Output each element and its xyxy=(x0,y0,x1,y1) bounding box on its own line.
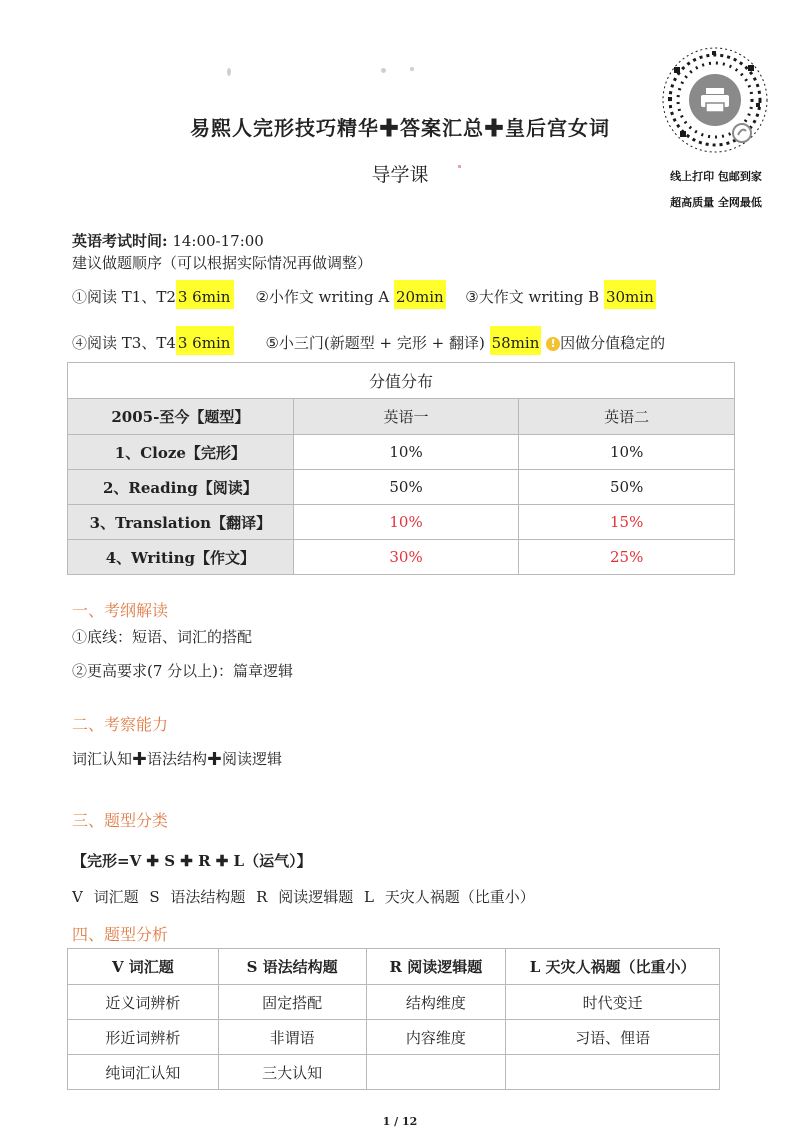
table-cell: 非谓语 xyxy=(218,1020,366,1055)
table-cell: 1、Cloze【完形】 xyxy=(68,435,294,470)
table-cell: 15% xyxy=(519,505,735,540)
exam-time-line xyxy=(72,230,264,251)
suggest-order: 建议做题顺序（可以根据实际情况再做调整） xyxy=(72,254,373,272)
document-subtitle: 导学课 xyxy=(371,164,429,186)
page-number: 1 / 12 xyxy=(382,1115,418,1128)
order-item-writing-a: ②小作文 writing A xyxy=(255,288,390,306)
column-header: L 天灾人祸题（比重小） xyxy=(506,949,720,985)
column-header: R 阅读逻辑题 xyxy=(366,949,506,985)
table-cell: 3、Translation【翻译】 xyxy=(68,505,294,540)
qr-caption-quality: 超高质量 全网最低 xyxy=(670,196,762,209)
question-types-line: V 词汇题 S 语法结构题 R 阅读逻辑题 L 天灾人祸题（比重小） xyxy=(72,888,535,906)
order-item-reading-t1t2: ①阅读 T1、T2 xyxy=(72,288,176,306)
time-highlight: 30min xyxy=(604,280,656,309)
time-highlight: 3 6min xyxy=(176,280,234,309)
table-cell: 50% xyxy=(519,470,735,505)
table-cell: 内容维度 xyxy=(366,1020,506,1055)
order-line-1 xyxy=(72,280,656,309)
scan-dot xyxy=(410,67,414,71)
document-title: 易熙人完形技巧精华✚答案汇总✚皇后宫女词 xyxy=(190,116,610,140)
table-cell: 2、Reading【阅读】 xyxy=(68,470,294,505)
table-cell: 固定搭配 xyxy=(218,985,366,1020)
question-type-table xyxy=(67,948,720,1090)
order-note: 因做分值稳定的 xyxy=(560,334,666,352)
syllabus-point-2: ②更高要求(7 分以上)：篇章逻辑 xyxy=(72,662,294,680)
section-heading-classification: 三、题型分类 xyxy=(72,811,169,830)
table-cell: 4、Writing【作文】 xyxy=(68,540,294,575)
table-row xyxy=(68,470,735,505)
section-heading-abilities: 二、考察能力 xyxy=(72,715,169,734)
column-header: V 词汇题 xyxy=(68,949,219,985)
column-header: 2005-至今【题型】 xyxy=(68,399,294,435)
table-row xyxy=(68,540,735,575)
table-row xyxy=(68,985,720,1020)
scan-dot xyxy=(227,68,231,76)
warning-icon: ! xyxy=(546,337,560,351)
column-header: 英语二 xyxy=(519,399,735,435)
scan-dot xyxy=(381,68,386,73)
qr-code-icon[interactable] xyxy=(660,45,770,155)
scan-mark xyxy=(458,165,461,168)
table-cell: 10% xyxy=(293,435,519,470)
order-item-writing-b: ③大作文 writing B xyxy=(465,288,600,306)
column-header: 英语一 xyxy=(293,399,519,435)
qr-caption-print: 线上打印 包邮到家 xyxy=(670,170,762,183)
table-cell: 10% xyxy=(293,505,519,540)
table-cell xyxy=(506,1055,720,1090)
table-row xyxy=(68,435,735,470)
cloze-formula: 【完形=V ✚ S ✚ R ✚ L（运气）】 xyxy=(72,852,312,870)
column-header: S 语法结构题 xyxy=(218,949,366,985)
exam-time-label: 英语考试时间: xyxy=(72,232,168,250)
order-line-2 xyxy=(72,326,665,355)
table-cell xyxy=(366,1055,506,1090)
table-cell: 习语、俚语 xyxy=(506,1020,720,1055)
table-row xyxy=(68,1020,720,1055)
table-cell: 50% xyxy=(293,470,519,505)
table-cell: 结构维度 xyxy=(366,985,506,1020)
order-item-small-three: ⑤小三门(新题型 + 完形 + 翻译) xyxy=(265,334,485,352)
exam-time-value: 14:00-17:00 xyxy=(172,232,264,250)
table-caption: 分值分布 xyxy=(68,363,735,399)
score-distribution-table xyxy=(67,362,735,575)
time-highlight: 58min xyxy=(490,326,542,355)
table-cell: 形近词辨析 xyxy=(68,1020,219,1055)
table-cell: 10% xyxy=(519,435,735,470)
table-cell: 时代变迁 xyxy=(506,985,720,1020)
abilities-line: 词汇认知✚语法结构✚阅读逻辑 xyxy=(72,750,283,768)
syllabus-point-1: ①底线：短语、词汇的搭配 xyxy=(72,628,253,646)
order-item-reading-t3t4: ④阅读 T3、T4 xyxy=(72,334,176,352)
time-highlight: 20min xyxy=(394,280,446,309)
table-cell: 30% xyxy=(293,540,519,575)
table-cell: 25% xyxy=(519,540,735,575)
table-row xyxy=(68,1055,720,1090)
section-heading-analysis: 四、题型分析 xyxy=(72,925,169,944)
section-heading-syllabus: 一、考纲解读 xyxy=(72,601,169,620)
table-cell: 纯词汇认知 xyxy=(68,1055,219,1090)
table-row xyxy=(68,505,735,540)
table-cell: 近义词辨析 xyxy=(68,985,219,1020)
time-highlight: 3 6min xyxy=(176,326,234,355)
table-cell: 三大认知 xyxy=(218,1055,366,1090)
